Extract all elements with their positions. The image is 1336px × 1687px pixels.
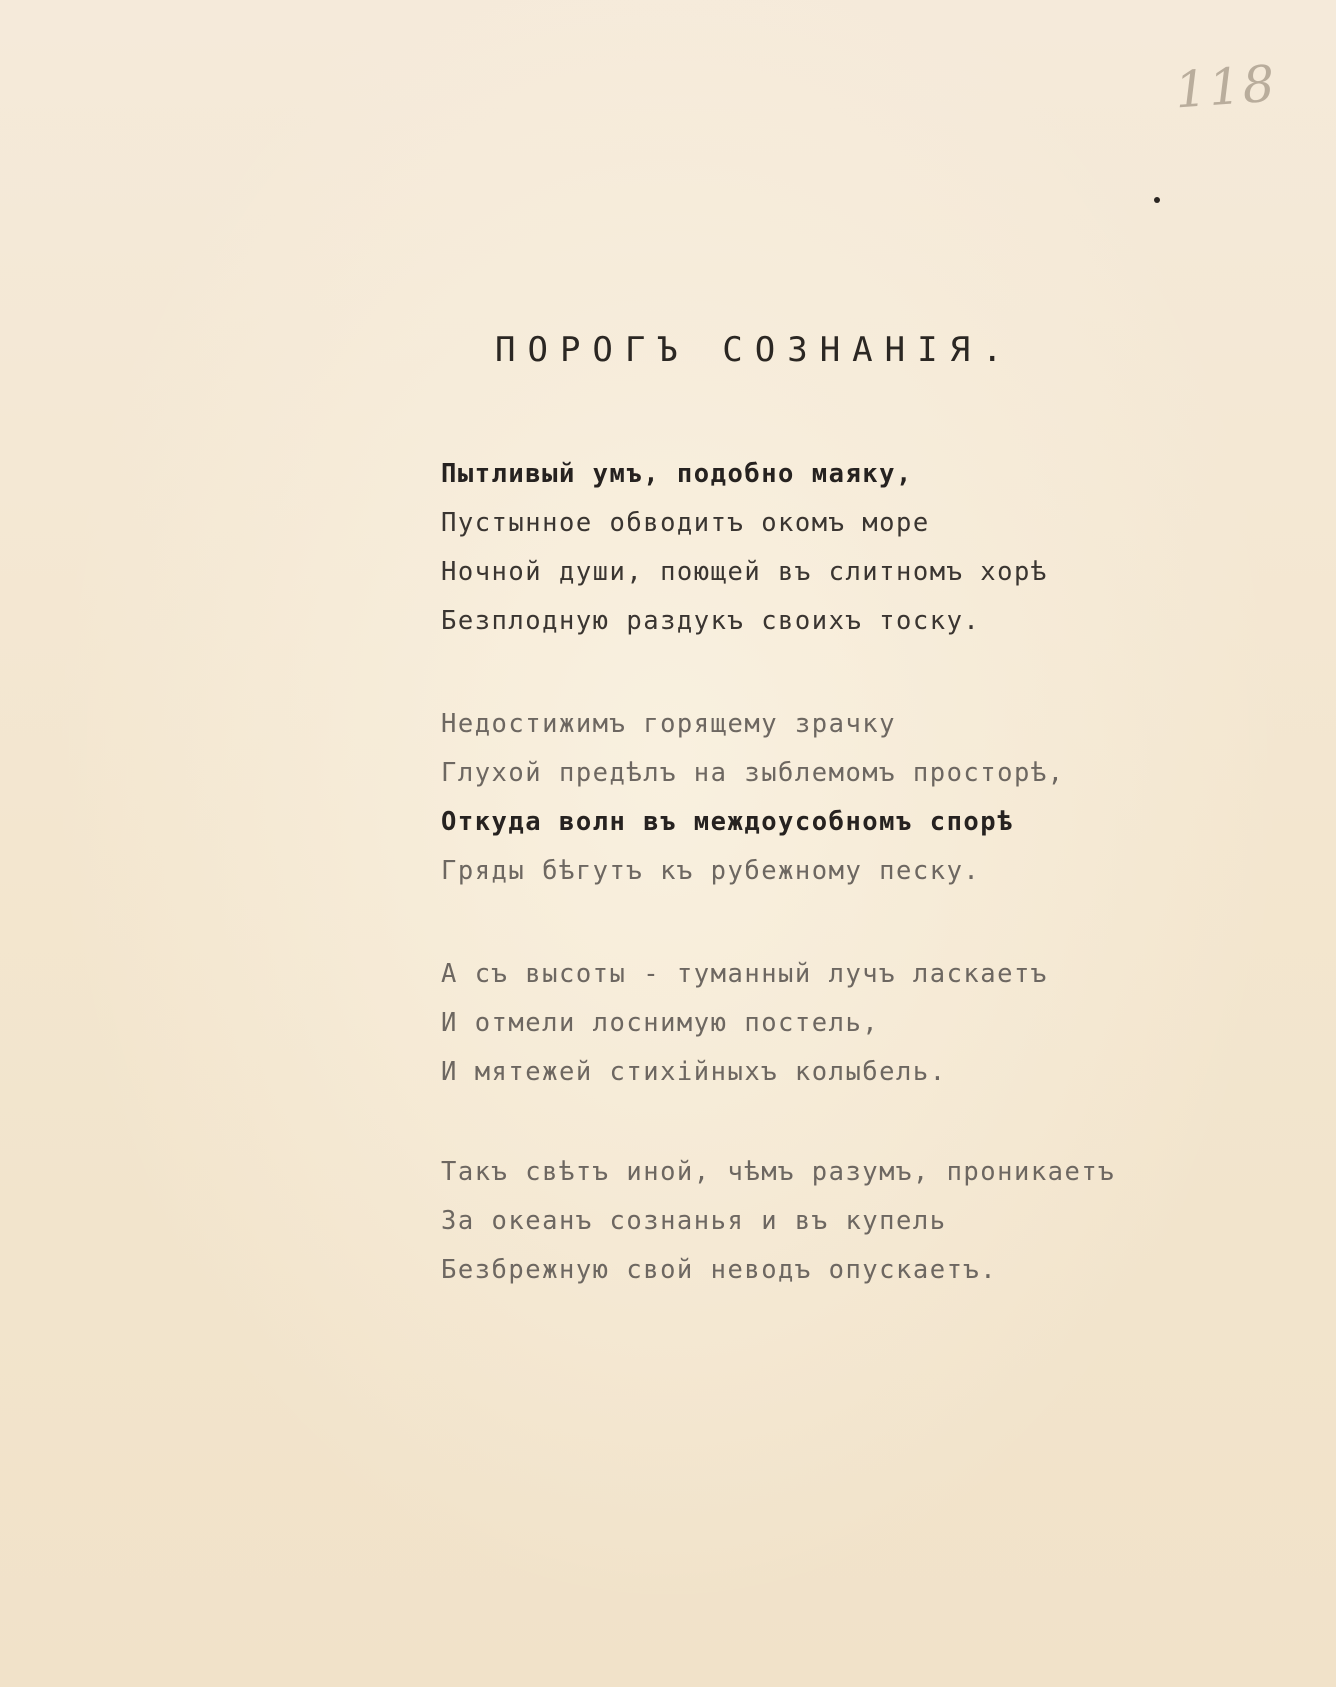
stanza-3 [441,950,1048,1097]
ink-speck [1154,197,1160,203]
stanza-2 [441,700,1065,896]
poem-line: Глухой предѣлъ на зыблемомъ просторѣ, [441,758,1065,788]
poem-line: Безплодную раздукъ своихъ тоску. [441,606,981,636]
poem-line: Недостижимъ горящему зрачку [441,709,897,739]
poem-line: Безбрежную свой неводъ опускаетъ. [441,1255,998,1285]
stanza-4 [441,1148,1115,1295]
poem-line: И отмели лоснимую постель, [441,1008,880,1038]
poem-line: Ночной души, поющей въ слитномъ хорѣ [441,557,1048,587]
poem-line: За океанъ сознанья и въ купель [441,1206,947,1236]
poem-line: Пустынное обводитъ окомъ море [441,508,930,538]
stanza-1 [441,450,1048,646]
poem-line: Такъ свѣтъ иной, чѣмъ разумъ, проникаетъ [441,1157,1116,1187]
poem-title: ПОРОГЪ СОЗНАНІЯ. [495,330,1015,370]
poem-line: И мятежей стихійныхъ колыбель. [441,1057,947,1087]
poem-line: А съ высоты - туманный лучъ ласкаетъ [441,959,1048,989]
poem-line: Пытливый умъ, подобно маяку, [441,459,913,489]
poem-line: Гряды бѣгутъ къ рубежному песку. [441,856,981,886]
poem-line: Откуда волн въ междоусобномъ спорѣ [441,807,1014,837]
folio-number: 118 [1173,54,1279,120]
